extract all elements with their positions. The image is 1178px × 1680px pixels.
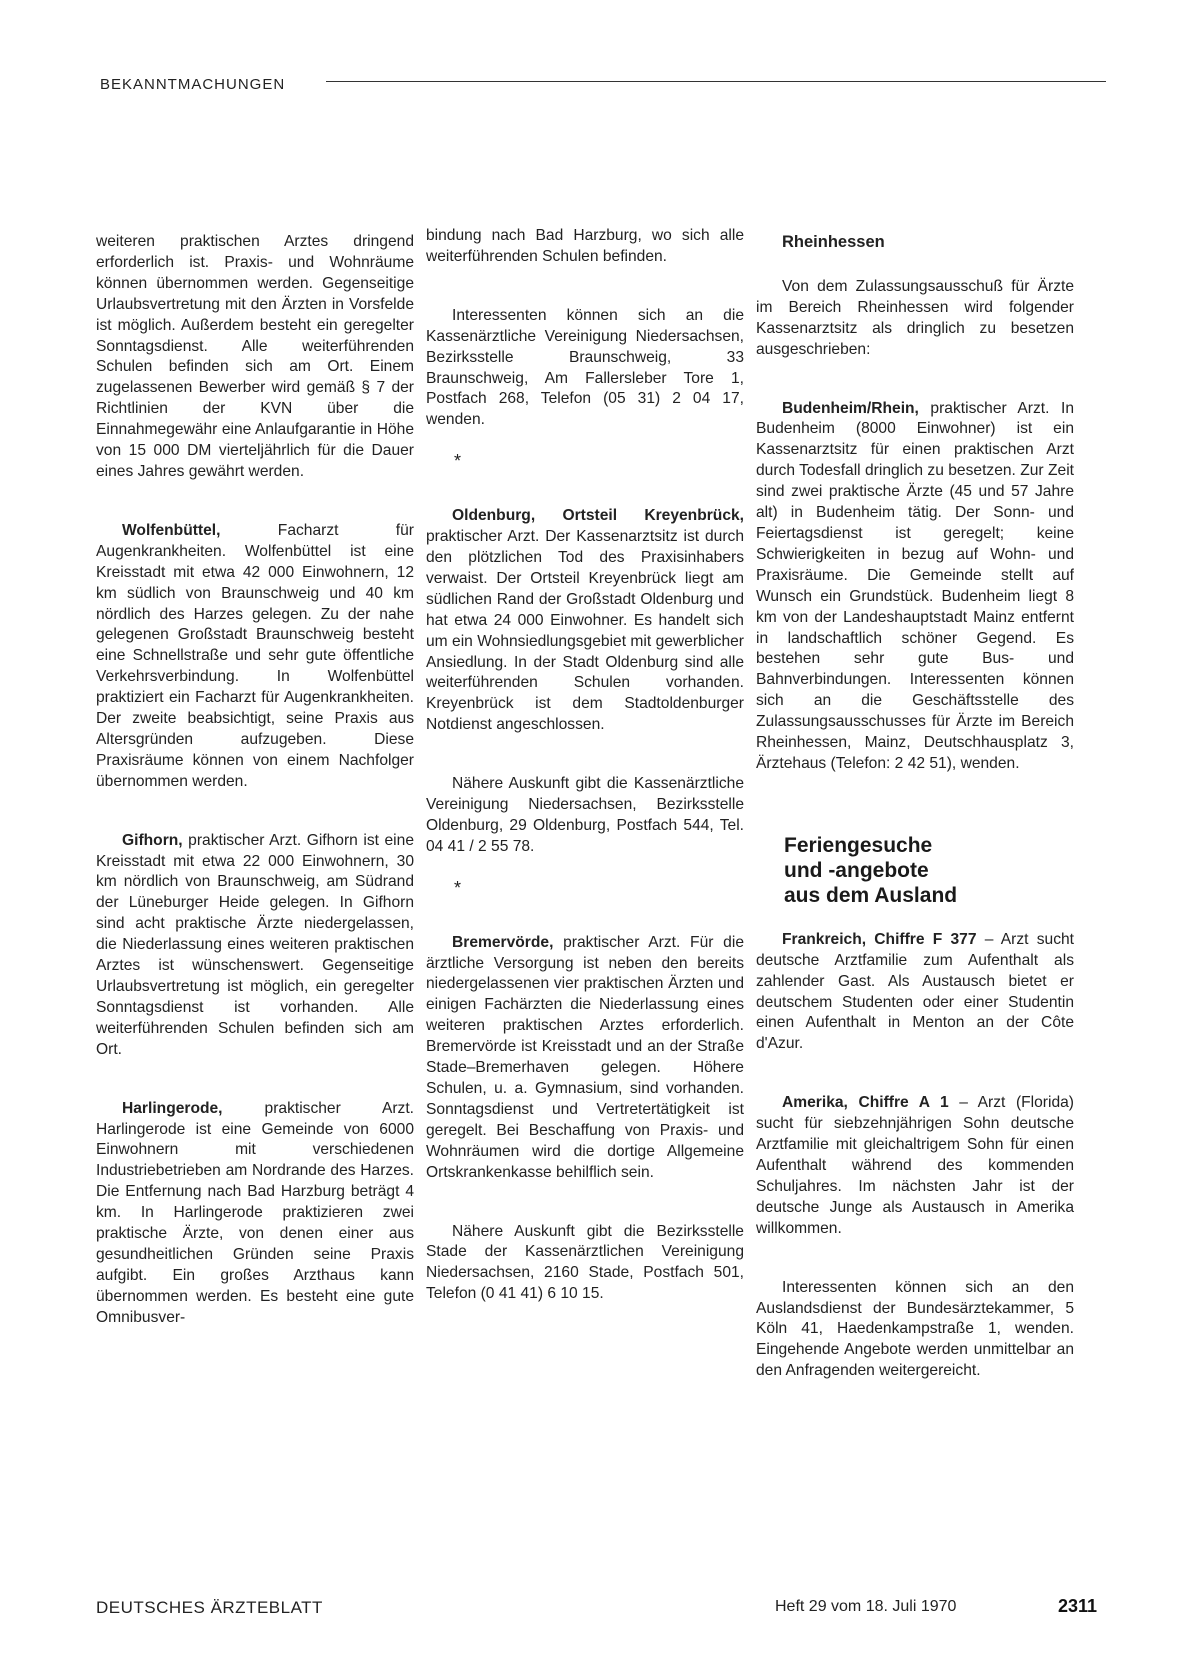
intro-rheinhessen: Von dem Zulassungsausschuß für Ärzte im Bereich Rheinhessen wird folgender Kassenarztsitz als dringlich zu besetzen ausgeschrieben: xyxy=(756,277,1074,358)
listing-text: – Arzt sucht deutsche Arztfamilie zum Aufenthalt als zahlender Gast. Als Austausch bietet er deutschem Studenten oder einer Studentin einen Aufenthalt in Menton an der Côte d'Azur. xyxy=(756,930,1074,1053)
column-3 xyxy=(756,226,1074,1402)
listing-label: Harlingerode, xyxy=(122,1099,223,1117)
listing-label: Gifhorn, xyxy=(122,831,183,849)
section-title-line: und -angebote xyxy=(784,858,929,882)
section-title-line: aus dem Ausland xyxy=(784,883,958,907)
section-title xyxy=(784,833,1074,908)
listing-amerika xyxy=(756,1093,1074,1239)
contact-braunschweig: Interessenten können sich an die Kassenärztliche Vereinigung Niedersachsen, Bezirksstelle Braunschweig, 33 Braunschweig, Am Fallersleber Tore 1, Postfach 268, Telefon (05 31) 2 04 17, wenden. xyxy=(426,306,744,429)
listing-text: praktischer Arzt. Harlingerode ist eine Gemeinde von 6000 Einwohnern mit verschiedenen Industriebetrieben am Nordrande des Harzes. Die Entfernung nach Bad Harzburg beträgt 4 km. In Harlingerode praktizieren zwei praktische Ärzte, von denen einer aus gesundheitlichen Gründen seine Praxis aufgibt. Ein großes Arzthaus kann übernommen werden. Es besteht eine gute Omnibusver- xyxy=(96,1099,414,1326)
listing-text: praktischer Arzt. In Budenheim (8000 Einwohner) ist ein Kassenarztsitz für einen praktischen Arzt durch Todesfall dringlich zu besetzen. Zur Zeit sind zwei praktische Ärzte (45 und 57 Jahre alt) in Budenheim tätig. Der Sonn- und Feiertagsdienst ist geregelt; keine Schwierigkeiten in bezug auf Wohn- und Praxisräume. Die Gemeinde stellt auf Wunsch ein Grundstück. Budenheim liegt 8 km von der Landeshauptstadt Mainz entfernt in landschaftlich schöner Gegend. Es bestehen sehr gute Bus- und Bahnverbindungen. Interessenten können sich an die Geschäftsstelle des Zulassungsausschusses für Ärzte im Bereich Rheinhessen, Mainz, Deutschhausplatz 3, Ärztehaus (Telefon: 2 42 51), wenden. xyxy=(756,399,1074,772)
listing-oldenburg xyxy=(426,506,744,736)
section-title-line: Feriengesuche xyxy=(784,833,933,857)
column-1 xyxy=(96,232,414,1349)
listing-label: Frankreich, Chiffre F 377 xyxy=(782,930,977,948)
contact-stade: Nähere Auskunft gibt die Bezirksstelle Stade der Kassenärztlichen Vereinigung Niedersachsen, 2160 Stade, Postfach 501, Telefon (0 41 41) 6 10 15. xyxy=(426,1222,744,1303)
page-number: 2311 xyxy=(1058,1596,1098,1616)
listing-label: Amerika, Chiffre A 1 xyxy=(782,1094,949,1112)
listing-label: Oldenburg, Ortsteil Kreyenbrück, xyxy=(452,507,744,525)
listing-text: praktischer Arzt. Der Kassenarztsitz ist durch den plötzlichen Tod des Praxisinhabers verwaist. Der Ortsteil Kreyenbrück liegt am südlichen Rand der Großstadt Oldenburg und hat etwa 24 000 Einwohner. Es handelt sich um ein Wohnsiedlungsgebiet mit gewerblicher Ansiedlung. In der Stadt Oldenburg sind alle weiterführenden Schulen vorhanden. Kreyenbrück ist dem Stadtoldenburger Notdienst angeschlossen. xyxy=(426,528,744,734)
listing-gifhorn xyxy=(96,831,414,1061)
listing-text: – Arzt (Florida) sucht für siebzehnjährigen Sohn deutsche Arztfamilie mit gleichaltrigem Sohn für einen Aufenthalt während des kommenden Schuljahres. Im nächsten Jahr ist der deutsche Junge als Austausch in Amerika willkommen. xyxy=(756,1094,1074,1237)
contact-oldenburg: Nähere Auskunft gibt die Kassenärztliche Vereinigung Niedersachsen, Bezirksstelle Oldenburg, 29 Oldenburg, Postfach 544, Tel. 04 41 / 2 55 78. xyxy=(426,775,744,855)
journal-title: DEUTSCHES ÄRZTEBLATT xyxy=(96,1598,323,1617)
paragraph-continuation: weiteren praktischen Arztes dringend erforderlich ist. Praxis- und Wohnräume können übernommen werden. Gegenseitige Urlaubsvertretung mit den Ärzten in Vorsfelde ist möglich. Außerdem besteht ein geregelter Sonntagsdienst. Alle weiterführenden Schulen befinden sich am Ort. Einem zugelassenen Bewerber wird gemäß § 7 der Richtlinien der KVN über die Einnahmegewähr eine Anlaufgarantie in Höhe von 15 000 DM vierteljährlich für die Dauer eines Jahres gewährt werden. xyxy=(96,233,414,480)
closing-paragraph: Interessenten können sich an den Auslandsdienst der Bundesärztekammer, 5 Köln 41, Haedenkampstraße 1, wenden. Eingehende Angebote werden unmittelbar an den Anfragenden weitergereicht. xyxy=(756,1278,1074,1380)
listing-frankreich xyxy=(756,930,1074,1055)
issue-info: Heft 29 vom 18. Juli 1970 xyxy=(775,1598,957,1615)
listing-label: Bremervörde, xyxy=(452,933,554,951)
listing-label: Budenheim/Rhein, xyxy=(782,399,919,417)
listing-bremervoerde xyxy=(426,933,744,1184)
listing-text: Facharzt für Augenkrankheiten. Wolfenbüttel ist eine Kreisstadt mit etwa 42 000 Einwohnern, 12 km südlich von Braunschweig und 40 km nördlich des Harzes gelegen. Zu der nahe gelegenen Großstadt Braunschweig besteht eine Schnellstraße und sehr gute öffentliche Verkehrsverbindung. In Wolfenbüttel praktiziert ein Facharzt für Augenkrankheiten. Der zweite beabsichtigt, seine Praxis aus Altersgründen aufzugeben. Diese Praxisräume können von einem Nachfolger übernommen werden. xyxy=(96,521,414,790)
listing-text: praktischer Arzt. Gifhorn ist eine Kreisstadt mit etwa 22 000 Einwohnern, 30 km nördlich von Braunschweig, am Südrand der Lüneburger Heide gelegen. In Gifhorn sind acht praktische Ärzte niedergelassen, die Niederlassung eines weiteren praktischen Arztes ist wünschenswert. Gegenseitige Urlaubsvertretung ist möglich, ein geregelter Sonntagsdienst ist vorhanden. Alle weiterführenden Schulen befinden sich am Ort. xyxy=(96,831,414,1058)
listing-wolfenbuettel xyxy=(96,521,414,793)
listing-harlingerode xyxy=(96,1099,414,1329)
listing-text: praktischer Arzt. Für die ärztliche Versorgung ist neben den bereits niedergelassenen vier praktischen Ärzten und einigen Fachärzten die Niederlassung eines weiteren praktischen Arztes erforderlich. Bremervörde ist Kreisstadt und an der Straße Stade–Bremerhaven gelegen. Höhere Schulen, u. a. Gymnasium, sind vorhanden. Sonntagsdienst und Vertretertätigkeit ist geregelt. Bei Beschaffung von Praxis- und Wohnräumen wird die dortige Allgemeine Ortskrankenkasse behilflich sein. xyxy=(426,933,744,1181)
subheading-rheinhessen: Rheinhessen xyxy=(782,233,885,251)
section-header: BEKANNTMACHUNGEN xyxy=(100,76,286,93)
listing-budenheim xyxy=(756,399,1074,775)
column-2 xyxy=(426,226,744,1325)
listing-label: Wolfenbüttel, xyxy=(122,521,221,539)
separator-asterisk: * xyxy=(454,877,462,898)
paragraph-continuation: bindung nach Bad Harzburg, wo sich alle weiterführenden Schulen befinden. xyxy=(426,227,744,265)
separator-asterisk: * xyxy=(454,451,462,472)
header-rule xyxy=(326,81,1106,82)
